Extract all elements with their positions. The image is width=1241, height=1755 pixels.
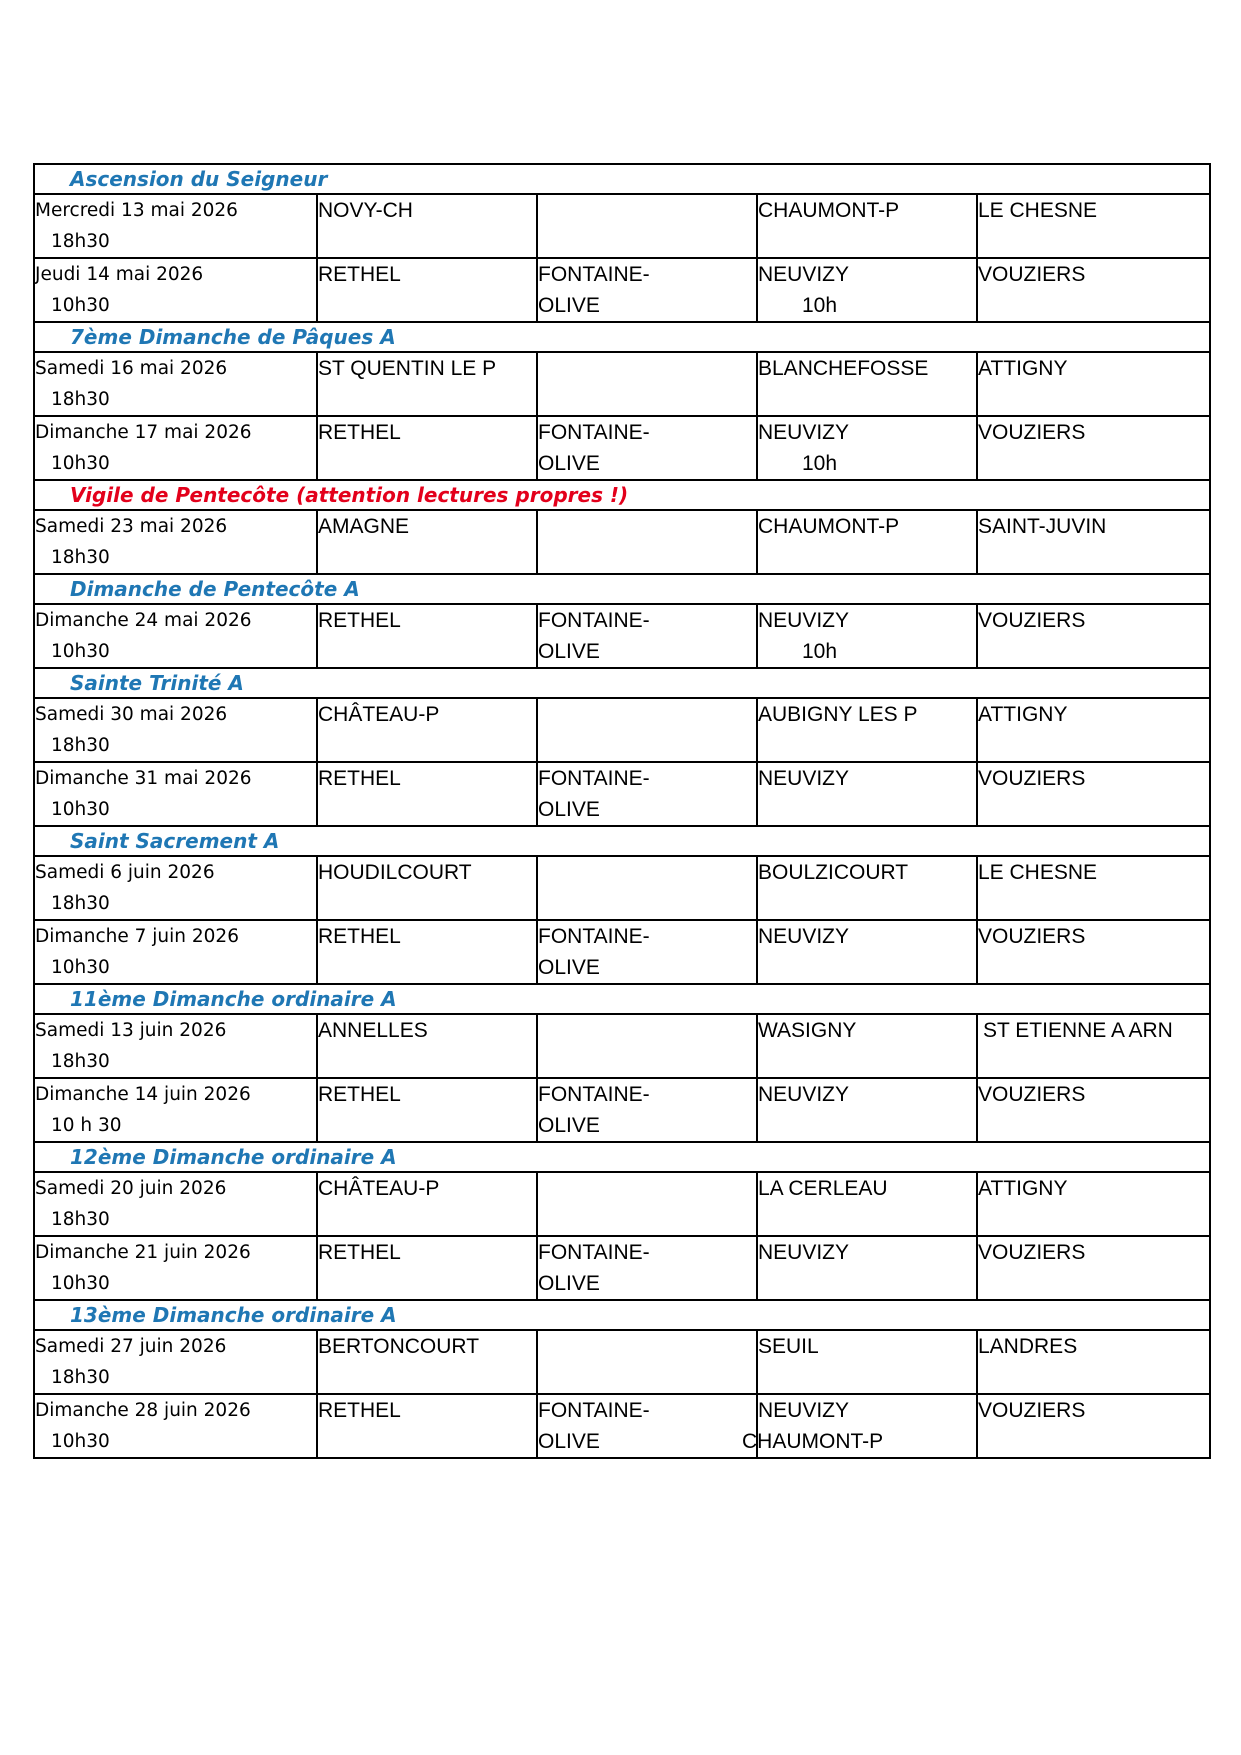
mass-date: Dimanche 17 mai 2026: [35, 422, 252, 443]
place-name: LANDRES: [978, 1335, 1078, 1358]
place-name: RETHEL: [318, 1083, 401, 1106]
place-name: NEUVIZY: [758, 609, 850, 632]
place-name: AMAGNE: [318, 515, 410, 538]
mass-row: [34, 1014, 1210, 1078]
section-header-row: [34, 1142, 1210, 1172]
mass-date: Mercredi 13 mai 2026: [35, 200, 238, 221]
place-cell-c3: [757, 510, 977, 574]
mass-date: Samedi 20 juin 2026: [35, 1178, 227, 1199]
place-name: BERTONCOURT: [318, 1335, 480, 1358]
place-name-line2: OLIVE: [538, 1430, 600, 1453]
place-name: BOULZICOURT: [758, 861, 909, 884]
place-name: NEUVIZY: [758, 767, 850, 790]
place-name-line2: OLIVE: [538, 956, 600, 979]
mass-row: [34, 1330, 1210, 1394]
mass-date: Jeudi 14 mai 2026: [35, 264, 204, 285]
place-name: RETHEL: [318, 767, 401, 790]
place-cell-c3: [757, 416, 977, 480]
section-title: 7ème Dimanche de Pâques A: [34, 322, 1210, 352]
place-name-line2: OLIVE: [538, 452, 600, 475]
mass-row: [34, 856, 1210, 920]
place-name: SEUIL: [758, 1335, 819, 1358]
place-cell-c3: [757, 1014, 977, 1078]
place-cell-c1: [317, 1078, 537, 1142]
section-header-row: [34, 480, 1210, 510]
place-name: VOUZIERS: [978, 925, 1086, 948]
place-name: LA CERLEAU: [758, 1177, 888, 1200]
place-name: NEUVIZY: [758, 1399, 850, 1422]
place-name-line2: CHAUMONT-P: [742, 1430, 884, 1453]
place-cell-c4: [977, 352, 1210, 416]
mass-date: Samedi 13 juin 2026: [35, 1020, 227, 1041]
date-cell: [34, 258, 317, 322]
place-name-line2: OLIVE: [538, 1114, 600, 1137]
place-name: RETHEL: [318, 609, 401, 632]
mass-time: 10h30: [51, 453, 110, 474]
place-cell-c2: [537, 194, 757, 258]
mass-time: 18h30: [51, 1367, 110, 1388]
place-name: RETHEL: [318, 263, 401, 286]
place-name: NEUVIZY: [758, 421, 850, 444]
place-cell-c3: [757, 856, 977, 920]
place-cell-c4: [977, 416, 1210, 480]
place-name: AUBIGNY LES P: [758, 703, 918, 726]
section-title: 12ème Dimanche ordinaire A: [34, 1142, 1210, 1172]
place-cell-c2: [537, 1394, 757, 1458]
place-cell-c4: [977, 604, 1210, 668]
place-cell-c1: [317, 1330, 537, 1394]
mass-time: 18h30: [51, 1209, 110, 1230]
mass-date: Dimanche 24 mai 2026: [35, 610, 252, 631]
place-cell-c2: [537, 698, 757, 762]
section-title: Sainte Trinité A: [34, 668, 1210, 698]
place-cell-c1: [317, 416, 537, 480]
section-title: Saint Sacrement A: [34, 826, 1210, 856]
section-header-row: [34, 1300, 1210, 1330]
schedule-body: [34, 164, 1210, 1458]
section-header-row: [34, 668, 1210, 698]
place-cell-c4: [977, 194, 1210, 258]
place-name-line2: OLIVE: [538, 294, 600, 317]
place-cell-c3: [757, 1172, 977, 1236]
place-cell-c4: [977, 762, 1210, 826]
place-name-line2: 10h: [802, 452, 838, 475]
place-name: ATTIGNY: [978, 703, 1068, 726]
place-cell-c1: [317, 604, 537, 668]
mass-time: 18h30: [51, 893, 110, 914]
place-cell-c2: [537, 1236, 757, 1300]
place-cell-c4: [977, 1394, 1210, 1458]
place-cell-c4: [977, 698, 1210, 762]
place-name: CHAUMONT-P: [758, 515, 900, 538]
date-cell: [34, 856, 317, 920]
place-cell-c4: [977, 1236, 1210, 1300]
date-cell: [34, 698, 317, 762]
place-name: FONTAINE-: [538, 925, 650, 948]
place-cell-c3: [757, 258, 977, 322]
mass-row: [34, 1236, 1210, 1300]
date-cell: [34, 920, 317, 984]
place-name: VOUZIERS: [978, 1399, 1086, 1422]
mass-date: Dimanche 31 mai 2026: [35, 768, 252, 789]
mass-time: 10h30: [51, 641, 110, 662]
place-name: VOUZIERS: [978, 767, 1086, 790]
place-name: FONTAINE-: [538, 1083, 650, 1106]
place-name-line2: 10h: [802, 294, 838, 317]
section-header-row: [34, 164, 1210, 194]
place-cell-c2: [537, 1330, 757, 1394]
date-cell: [34, 1078, 317, 1142]
place-cell-c1: [317, 856, 537, 920]
place-cell-c4: [977, 1172, 1210, 1236]
place-name: LE CHESNE: [978, 861, 1098, 884]
place-name-line2: OLIVE: [538, 1272, 600, 1295]
date-cell: [34, 510, 317, 574]
place-name: ANNELLES: [318, 1019, 428, 1042]
place-cell-c4: [977, 258, 1210, 322]
place-name: SAINT-JUVIN: [978, 515, 1107, 538]
place-cell-c2: [537, 1172, 757, 1236]
mass-date: Samedi 27 juin 2026: [35, 1336, 227, 1357]
place-cell-c4: [977, 1330, 1210, 1394]
mass-row: [34, 1172, 1210, 1236]
place-name-line2: OLIVE: [538, 798, 600, 821]
date-cell: [34, 416, 317, 480]
place-name: NEUVIZY: [758, 1241, 850, 1264]
place-name: FONTAINE-: [538, 421, 650, 444]
mass-time: 10h30: [51, 295, 110, 316]
mass-time: 10 h 30: [51, 1115, 122, 1136]
place-name: VOUZIERS: [978, 421, 1086, 444]
place-cell-c3: [757, 1330, 977, 1394]
place-name: NEUVIZY: [758, 1083, 850, 1106]
section-title: 11ème Dimanche ordinaire A: [34, 984, 1210, 1014]
date-cell: [34, 1236, 317, 1300]
place-name: RETHEL: [318, 1399, 401, 1422]
mass-time: 18h30: [51, 1051, 110, 1072]
date-cell: [34, 352, 317, 416]
section-title: Ascension du Seigneur: [34, 164, 1210, 194]
mass-date: Dimanche 14 juin 2026: [35, 1084, 251, 1105]
place-cell-c2: [537, 258, 757, 322]
mass-time: 18h30: [51, 547, 110, 568]
date-cell: [34, 194, 317, 258]
place-name: VOUZIERS: [978, 1241, 1086, 1264]
place-cell-c1: [317, 1172, 537, 1236]
place-name: WASIGNY: [758, 1019, 857, 1042]
place-cell-c3: [757, 1236, 977, 1300]
date-cell: [34, 1172, 317, 1236]
place-cell-c3: [757, 920, 977, 984]
date-cell: [34, 762, 317, 826]
place-cell-c4: [977, 1078, 1210, 1142]
place-name: ATTIGNY: [978, 1177, 1068, 1200]
mass-date: Samedi 23 mai 2026: [35, 516, 228, 537]
place-cell-c3: [757, 698, 977, 762]
place-cell-c2: [537, 856, 757, 920]
place-cell-c2: [537, 604, 757, 668]
mass-date: Dimanche 7 juin 2026: [35, 926, 239, 947]
place-cell-c4: [977, 510, 1210, 574]
place-name: FONTAINE-: [538, 609, 650, 632]
place-cell-c2: [537, 510, 757, 574]
mass-row: [34, 920, 1210, 984]
mass-row: [34, 352, 1210, 416]
place-cell-c1: [317, 352, 537, 416]
place-name: FONTAINE-: [538, 1399, 650, 1422]
place-cell-c3: [757, 194, 977, 258]
place-cell-c2: [537, 1014, 757, 1078]
place-cell-c1: [317, 258, 537, 322]
place-cell-c4: [977, 1014, 1210, 1078]
place-cell-c2: [537, 1078, 757, 1142]
mass-date: Dimanche 28 juin 2026: [35, 1400, 251, 1421]
section-title: Vigile de Pentecôte (attention lectures propres !): [34, 480, 1210, 510]
mass-schedule-table: [33, 163, 1211, 1459]
place-cell-c4: [977, 856, 1210, 920]
place-cell-c1: [317, 920, 537, 984]
place-name: CHÂTEAU-P: [318, 1177, 440, 1200]
place-name: NEUVIZY: [758, 925, 850, 948]
mass-time: 18h30: [51, 735, 110, 756]
mass-date: Dimanche 21 juin 2026: [35, 1242, 251, 1263]
section-header-row: [34, 574, 1210, 604]
section-header-row: [34, 984, 1210, 1014]
place-name: CHÂTEAU-P: [318, 703, 440, 726]
mass-date: Samedi 30 mai 2026: [35, 704, 228, 725]
section-header-row: [34, 322, 1210, 352]
place-cell-c1: [317, 698, 537, 762]
place-cell-c1: [317, 1394, 537, 1458]
place-name-line2: 10h: [802, 640, 838, 663]
place-name: CHAUMONT-P: [758, 199, 900, 222]
mass-time: 10h30: [51, 957, 110, 978]
place-cell-c3: [742, 1394, 977, 1458]
place-cell-c1: [317, 194, 537, 258]
mass-time: 18h30: [51, 389, 110, 410]
mass-row: [34, 194, 1210, 258]
place-name: VOUZIERS: [978, 609, 1086, 632]
place-name: ST QUENTIN LE P: [318, 357, 497, 380]
place-cell-c3: [757, 352, 977, 416]
place-name-line2: OLIVE: [538, 640, 600, 663]
place-name: ST ETIENNE A ARN: [983, 1019, 1173, 1042]
place-cell-c2: [537, 416, 757, 480]
mass-row: [34, 698, 1210, 762]
mass-row: [34, 510, 1210, 574]
mass-row: [34, 762, 1210, 826]
mass-time: 10h30: [51, 1431, 110, 1452]
mass-row: [34, 604, 1210, 668]
place-name: HOUDILCOURT: [318, 861, 472, 884]
mass-row: [34, 1394, 1210, 1458]
place-name: BLANCHEFOSSE: [758, 357, 929, 380]
place-cell-c2: [537, 762, 757, 826]
place-name: RETHEL: [318, 421, 401, 444]
place-name: FONTAINE-: [538, 263, 650, 286]
place-name: ATTIGNY: [978, 357, 1068, 380]
place-cell-c3: [757, 604, 977, 668]
mass-time: 10h30: [51, 1273, 110, 1294]
section-title: 13ème Dimanche ordinaire A: [34, 1300, 1210, 1330]
date-cell: [34, 1330, 317, 1394]
place-name: FONTAINE-: [538, 767, 650, 790]
mass-time: 18h30: [51, 231, 110, 252]
section-header-row: [34, 826, 1210, 856]
place-name: FONTAINE-: [538, 1241, 650, 1264]
place-cell-c2: [537, 352, 757, 416]
mass-date: Samedi 6 juin 2026: [35, 862, 215, 883]
place-cell-c1: [317, 762, 537, 826]
place-name: VOUZIERS: [978, 1083, 1086, 1106]
date-cell: [34, 604, 317, 668]
date-cell: [34, 1014, 317, 1078]
place-cell-c1: [317, 1236, 537, 1300]
place-cell-c1: [317, 1014, 537, 1078]
place-name: NEUVIZY: [758, 263, 850, 286]
place-name: VOUZIERS: [978, 263, 1086, 286]
mass-row: [34, 416, 1210, 480]
date-cell: [34, 1394, 317, 1458]
mass-row: [34, 1078, 1210, 1142]
place-cell-c3: [757, 1078, 977, 1142]
place-cell-c4: [977, 920, 1210, 984]
place-name: NOVY-CH: [318, 199, 413, 222]
place-name: RETHEL: [318, 925, 401, 948]
mass-time: 10h30: [51, 799, 110, 820]
section-title: Dimanche de Pentecôte A: [34, 574, 1210, 604]
place-cell-c1: [317, 510, 537, 574]
place-cell-c2: [537, 920, 757, 984]
mass-row: [34, 258, 1210, 322]
mass-date: Samedi 16 mai 2026: [35, 358, 228, 379]
place-cell-c3: [757, 762, 977, 826]
place-name: LE CHESNE: [978, 199, 1098, 222]
place-name: RETHEL: [318, 1241, 401, 1264]
